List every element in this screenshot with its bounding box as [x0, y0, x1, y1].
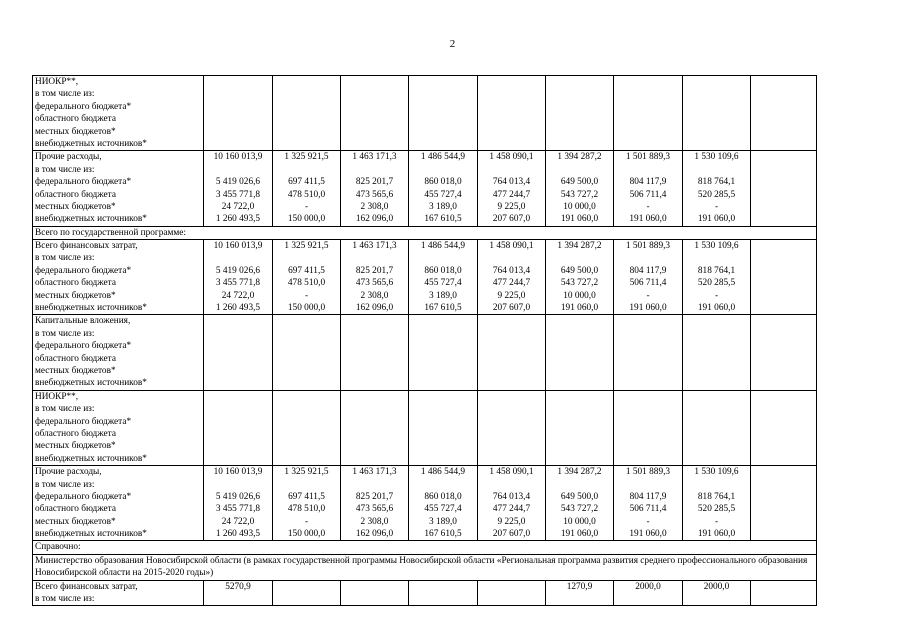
value-line	[206, 164, 270, 176]
value-line	[480, 581, 543, 593]
value-line: 10 000,0	[563, 290, 596, 301]
value-cell	[751, 76, 817, 151]
label-line: в том числе из:	[35, 479, 95, 490]
row-ministry	[33, 554, 817, 580]
value-line	[411, 252, 475, 264]
value-line: 473 565,6	[355, 278, 394, 289]
value-line	[275, 252, 338, 264]
value-cell	[478, 580, 546, 606]
value-line	[548, 479, 611, 491]
value-cell	[273, 76, 341, 151]
value-cell	[273, 466, 341, 541]
value-line: 10 000,0	[563, 201, 596, 212]
value-line: 1 486 544,9	[420, 467, 466, 478]
value-line: 24 722,0	[221, 290, 255, 301]
value-line: 191 060,0	[697, 303, 736, 314]
value-line: 520 285,5	[697, 504, 736, 515]
label-line: Прочие расходы,	[35, 152, 102, 163]
value-cell	[751, 240, 817, 315]
value-line	[206, 479, 270, 491]
value-line: 764 013,4	[492, 491, 531, 502]
row-label	[33, 580, 204, 606]
label-line: в том числе из:	[35, 594, 95, 605]
value-line: 1 463 171,3	[352, 241, 397, 252]
value-line: 191 060,0	[629, 303, 667, 314]
value-line	[411, 164, 475, 176]
value-line: 520 285,5	[697, 189, 736, 200]
value-line	[343, 581, 406, 593]
value-cell	[341, 466, 409, 541]
value-line	[480, 479, 543, 491]
label-line: в том числе из:	[35, 89, 95, 100]
value-cell	[478, 76, 546, 151]
value-line: 477 244,7	[492, 504, 531, 515]
value-line	[753, 277, 814, 289]
value-line: 860 018,0	[424, 265, 462, 276]
value-line: 473 565,6	[355, 504, 394, 515]
page-number: 2	[449, 38, 456, 50]
value-line: 1 260 493,5	[215, 214, 261, 225]
value-line: 478 510,0	[287, 189, 326, 200]
value-line: 167 610,5	[424, 529, 462, 540]
value-line: 649 500,0	[560, 491, 599, 502]
value-line: 162 096,0	[355, 214, 394, 225]
value-line	[753, 213, 814, 225]
value-line: 191 060,0	[560, 214, 599, 225]
value-cell	[683, 76, 751, 151]
value-line: 24 722,0	[221, 201, 255, 212]
section-heading: Министерство образования Новосибирской области (в рамках государственной программы Новосибирской области «Региональная программа развития среднего профессионального образования Новосибирской области на 2015-2020 годы»)	[33, 554, 817, 580]
value-cell	[478, 390, 546, 465]
label-line: в том числе из:	[35, 253, 95, 264]
value-cell	[409, 580, 478, 606]
value-cell	[409, 151, 478, 226]
label-line: в том числе из:	[35, 164, 95, 175]
label-line: местных бюджетов*	[35, 290, 116, 301]
value-line: 24 722,0	[221, 516, 255, 527]
value-line: 162 096,0	[355, 303, 394, 314]
value-line: 2 308,0	[360, 516, 389, 527]
value-line: 9 225,0	[497, 290, 526, 301]
value-line: -	[714, 516, 719, 527]
value-line: -	[646, 516, 650, 527]
value-line	[753, 290, 814, 302]
value-line: 478 510,0	[287, 504, 326, 515]
value-line: 804 117,9	[629, 265, 667, 276]
value-line: 477 244,7	[492, 278, 531, 289]
value-line	[685, 252, 748, 264]
value-cell	[546, 466, 614, 541]
value-cell	[478, 151, 546, 226]
value-cell	[341, 151, 409, 226]
value-line	[275, 479, 338, 491]
row-prochie-1	[33, 151, 817, 226]
value-cell	[751, 390, 817, 465]
value-cell	[614, 151, 683, 226]
value-line	[753, 516, 814, 528]
row-prochie-2	[33, 466, 817, 541]
value-line	[753, 201, 814, 213]
value-cell	[341, 76, 409, 151]
value-line: 1 501 889,3	[625, 467, 671, 478]
value-cell	[204, 466, 273, 541]
value-line	[480, 164, 543, 176]
value-line: 167 610,5	[424, 303, 462, 314]
value-line: 818 764,1	[697, 265, 736, 276]
value-line	[685, 164, 748, 176]
value-line: 1 501 889,3	[625, 152, 671, 163]
label-line: внебюджетных источников*	[35, 378, 147, 389]
value-line	[753, 491, 814, 503]
value-line: 162 096,0	[355, 529, 394, 540]
label-line: местных бюджетов*	[35, 516, 116, 527]
value-line	[411, 479, 475, 491]
label-line: Прочие расходы,	[35, 467, 102, 478]
value-cell	[273, 240, 341, 315]
label-line: НИОКР**,	[35, 391, 79, 402]
value-line: 1 458 090,1	[489, 241, 534, 252]
value-cell	[273, 390, 341, 465]
label-line: внебюджетных источников*	[35, 138, 147, 149]
row-niokr-2	[33, 390, 817, 465]
label-line: Всего финансовых затрат,	[35, 581, 138, 592]
value-line: 1 260 493,5	[215, 529, 261, 540]
value-line: -	[304, 516, 309, 527]
value-line	[753, 176, 814, 188]
value-line: 9 225,0	[497, 201, 526, 212]
value-line: 5270,9	[225, 581, 251, 592]
value-line: 167 610,5	[424, 214, 462, 225]
value-line	[548, 164, 611, 176]
value-cell	[614, 580, 683, 606]
value-line: 1 325 921,5	[284, 241, 329, 252]
value-line: 191 060,0	[697, 529, 736, 540]
value-line: 1 530 109,6	[694, 241, 739, 252]
value-cell	[751, 466, 817, 541]
row-section-program	[33, 226, 817, 239]
value-line	[753, 479, 814, 491]
label-line: местных бюджетов*	[35, 126, 116, 137]
value-line: 1 394 287,2	[557, 152, 602, 163]
row-label	[33, 466, 204, 541]
value-line	[753, 265, 814, 277]
row-kapital	[33, 315, 817, 390]
value-cell	[751, 315, 817, 390]
value-line	[343, 252, 406, 264]
value-line: 1 458 090,1	[489, 467, 534, 478]
value-line: 207 607,0	[492, 529, 531, 540]
label-line: НИОКР**,	[35, 77, 79, 87]
value-cell	[478, 466, 546, 541]
value-cell	[409, 315, 478, 390]
value-line: 1 325 921,5	[284, 467, 329, 478]
value-cell	[341, 240, 409, 315]
value-line: 3 189,0	[429, 516, 457, 527]
value-line: 1 463 171,3	[352, 467, 397, 478]
value-line: 697 411,5	[288, 491, 325, 502]
value-line: 191 060,0	[629, 214, 667, 225]
value-line: 207 607,0	[492, 303, 531, 314]
value-cell	[409, 76, 478, 151]
value-line	[548, 252, 611, 264]
value-line	[275, 581, 338, 593]
label-line: местных бюджетов*	[35, 441, 116, 452]
value-line: 473 565,6	[355, 189, 394, 200]
label-line: внебюджетных источников*	[35, 529, 147, 540]
value-line	[753, 252, 814, 264]
value-line: 9 225,0	[497, 516, 526, 527]
value-line: 3 455 771,8	[215, 278, 261, 289]
value-line: 818 764,1	[697, 177, 736, 188]
value-cell	[546, 76, 614, 151]
value-line: 191 060,0	[560, 529, 599, 540]
value-line: 818 764,1	[697, 491, 736, 502]
value-line: 3 189,0	[429, 290, 457, 301]
value-line	[753, 164, 814, 176]
label-line: в том числе из:	[35, 328, 95, 339]
value-line: 3 455 771,8	[215, 189, 261, 200]
value-cell	[546, 315, 614, 390]
row-ministry-vsego	[33, 580, 817, 606]
value-line: 1 486 544,9	[420, 152, 466, 163]
value-cell	[204, 315, 273, 390]
value-line	[753, 503, 814, 515]
value-line	[206, 252, 270, 264]
value-cell	[204, 151, 273, 226]
value-line	[753, 151, 814, 163]
value-line: 5 419 026,6	[215, 177, 261, 188]
value-line	[753, 240, 814, 252]
value-line: 5 419 026,6	[215, 265, 261, 276]
label-line: федерального бюджета*	[35, 265, 132, 276]
value-line: 1 458 090,1	[489, 152, 534, 163]
value-line	[275, 164, 338, 176]
value-line: 520 285,5	[697, 278, 736, 289]
label-line: областного бюджета	[35, 428, 116, 439]
value-line: 825 201,7	[355, 265, 394, 276]
value-cell	[614, 390, 683, 465]
value-line: 506 711,4	[629, 189, 667, 200]
value-line: 506 711,4	[629, 504, 667, 515]
value-line: 764 013,4	[492, 177, 531, 188]
value-line: 10 000,0	[563, 516, 596, 527]
value-line	[753, 581, 814, 593]
value-line	[753, 466, 814, 478]
section-heading: Всего по государственной программе:	[33, 226, 817, 239]
value-cell	[409, 240, 478, 315]
value-line: 455 727,4	[424, 504, 462, 515]
value-cell	[341, 315, 409, 390]
value-cell	[273, 580, 341, 606]
value-line: 191 060,0	[560, 303, 599, 314]
value-cell	[478, 315, 546, 390]
value-line: 1 486 544,9	[420, 241, 466, 252]
value-line: 2000,0	[635, 581, 661, 592]
value-cell	[614, 466, 683, 541]
label-line: внебюджетных источников*	[35, 214, 147, 225]
label-line: Всего финансовых затрат,	[35, 241, 138, 252]
value-line	[753, 302, 814, 314]
value-line	[480, 252, 543, 264]
value-line: 543 727,2	[560, 189, 599, 200]
label-line: областного бюджета	[35, 189, 116, 200]
value-line: 1 260 493,5	[215, 303, 261, 314]
value-line: 804 117,9	[629, 491, 667, 502]
value-line: -	[304, 290, 309, 301]
value-line: 1 394 287,2	[557, 241, 602, 252]
label-line: областного бюджета	[35, 114, 116, 125]
value-line: 150 000,0	[287, 529, 326, 540]
value-cell	[204, 580, 273, 606]
value-line: 2 308,0	[360, 290, 389, 301]
value-line: 1 530 109,6	[694, 152, 739, 163]
value-cell	[273, 151, 341, 226]
value-cell	[409, 466, 478, 541]
value-cell	[683, 580, 751, 606]
value-line: 804 117,9	[629, 177, 667, 188]
value-cell	[614, 76, 683, 151]
value-line: 649 500,0	[560, 177, 599, 188]
value-line	[343, 164, 406, 176]
value-line: 10 160 013,9	[213, 152, 263, 163]
row-label	[33, 390, 204, 465]
value-line: 1 501 889,3	[625, 241, 671, 252]
label-line: областного бюджета	[35, 278, 116, 289]
row-label	[33, 240, 204, 315]
label-line: федерального бюджета*	[35, 101, 132, 112]
value-line: 191 060,0	[697, 214, 736, 225]
value-line: 3 455 771,8	[215, 504, 261, 515]
value-line: -	[714, 201, 719, 212]
label-line: федерального бюджета*	[35, 341, 132, 352]
value-cell	[204, 76, 273, 151]
value-line: 2 308,0	[360, 201, 389, 212]
value-line: 860 018,0	[424, 177, 462, 188]
label-line: федерального бюджета*	[35, 416, 132, 427]
value-line: 150 000,0	[287, 214, 326, 225]
value-cell	[751, 580, 817, 606]
label-line: областного бюджета	[35, 353, 116, 364]
label-line: местных бюджетов*	[35, 201, 116, 212]
value-line: 207 607,0	[492, 214, 531, 225]
value-line: 5 419 026,6	[215, 491, 261, 502]
label-line: федерального бюджета*	[35, 177, 132, 188]
value-line: 697 411,5	[288, 177, 325, 188]
value-line	[343, 479, 406, 491]
value-line	[616, 479, 680, 491]
value-line: 2000,0	[703, 581, 730, 592]
value-cell	[683, 240, 751, 315]
row-label	[33, 76, 204, 151]
value-line: 478 510,0	[287, 278, 326, 289]
label-line: местных бюджетов*	[35, 366, 116, 376]
value-line: 697 411,5	[288, 265, 325, 276]
value-line: 825 201,7	[355, 177, 394, 188]
value-line: 506 711,4	[629, 278, 667, 289]
value-cell	[683, 315, 751, 390]
value-line: 10 160 013,9	[213, 241, 263, 252]
value-line: 1 530 109,6	[694, 467, 739, 478]
value-line	[616, 252, 680, 264]
value-line: 1270,9	[566, 581, 593, 592]
value-cell	[546, 240, 614, 315]
value-line: 764 013,4	[492, 265, 531, 276]
label-line: в том числе из:	[35, 404, 95, 415]
value-cell	[614, 240, 683, 315]
value-line: 1 394 287,2	[557, 467, 602, 478]
row-label	[33, 315, 204, 390]
financing-table	[32, 75, 817, 606]
value-line: 191 060,0	[629, 529, 667, 540]
value-cell	[546, 390, 614, 465]
value-cell	[751, 151, 817, 226]
value-line: -	[646, 201, 650, 212]
value-cell	[273, 315, 341, 390]
value-line: 825 201,7	[355, 491, 394, 502]
value-line: 860 018,0	[424, 491, 462, 502]
value-line: 1 463 171,3	[352, 152, 397, 163]
value-line: 477 244,7	[492, 189, 531, 200]
value-line: 543 727,2	[560, 504, 599, 515]
row-label	[33, 151, 204, 226]
value-line: 455 727,4	[424, 278, 462, 289]
value-line	[411, 581, 475, 593]
value-cell	[546, 151, 614, 226]
value-line: -	[304, 201, 309, 212]
value-line: 543 727,2	[560, 278, 599, 289]
value-line: -	[714, 290, 719, 301]
section-heading: Справочно:	[33, 541, 817, 554]
value-cell	[204, 390, 273, 465]
row-niokr-1	[33, 76, 817, 151]
value-cell	[341, 390, 409, 465]
value-cell	[204, 240, 273, 315]
value-line: 150 000,0	[287, 303, 326, 314]
label-line: внебюджетных источников*	[35, 303, 147, 314]
value-line: 10 160 013,9	[213, 467, 263, 478]
value-cell	[683, 151, 751, 226]
row-section-reference	[33, 541, 817, 554]
label-line: областного бюджета	[35, 504, 116, 515]
value-line: -	[646, 290, 650, 301]
value-line: 1 325 921,5	[284, 152, 329, 163]
value-line	[616, 164, 680, 176]
value-cell	[614, 315, 683, 390]
value-cell	[546, 580, 614, 606]
label-line: федерального бюджета*	[35, 491, 132, 502]
value-cell	[683, 466, 751, 541]
row-vsego-fin	[33, 240, 817, 315]
label-line: Капитальные вложения,	[35, 316, 131, 327]
label-line: внебюджетных источников*	[35, 453, 147, 464]
value-cell	[341, 580, 409, 606]
value-line	[753, 189, 814, 201]
value-cell	[478, 240, 546, 315]
value-line: 3 189,0	[429, 201, 457, 212]
value-line: 455 727,4	[424, 189, 462, 200]
value-line	[685, 479, 748, 491]
value-cell	[683, 390, 751, 465]
value-line: 649 500,0	[560, 265, 599, 276]
value-cell	[409, 390, 478, 465]
value-line	[753, 528, 814, 540]
